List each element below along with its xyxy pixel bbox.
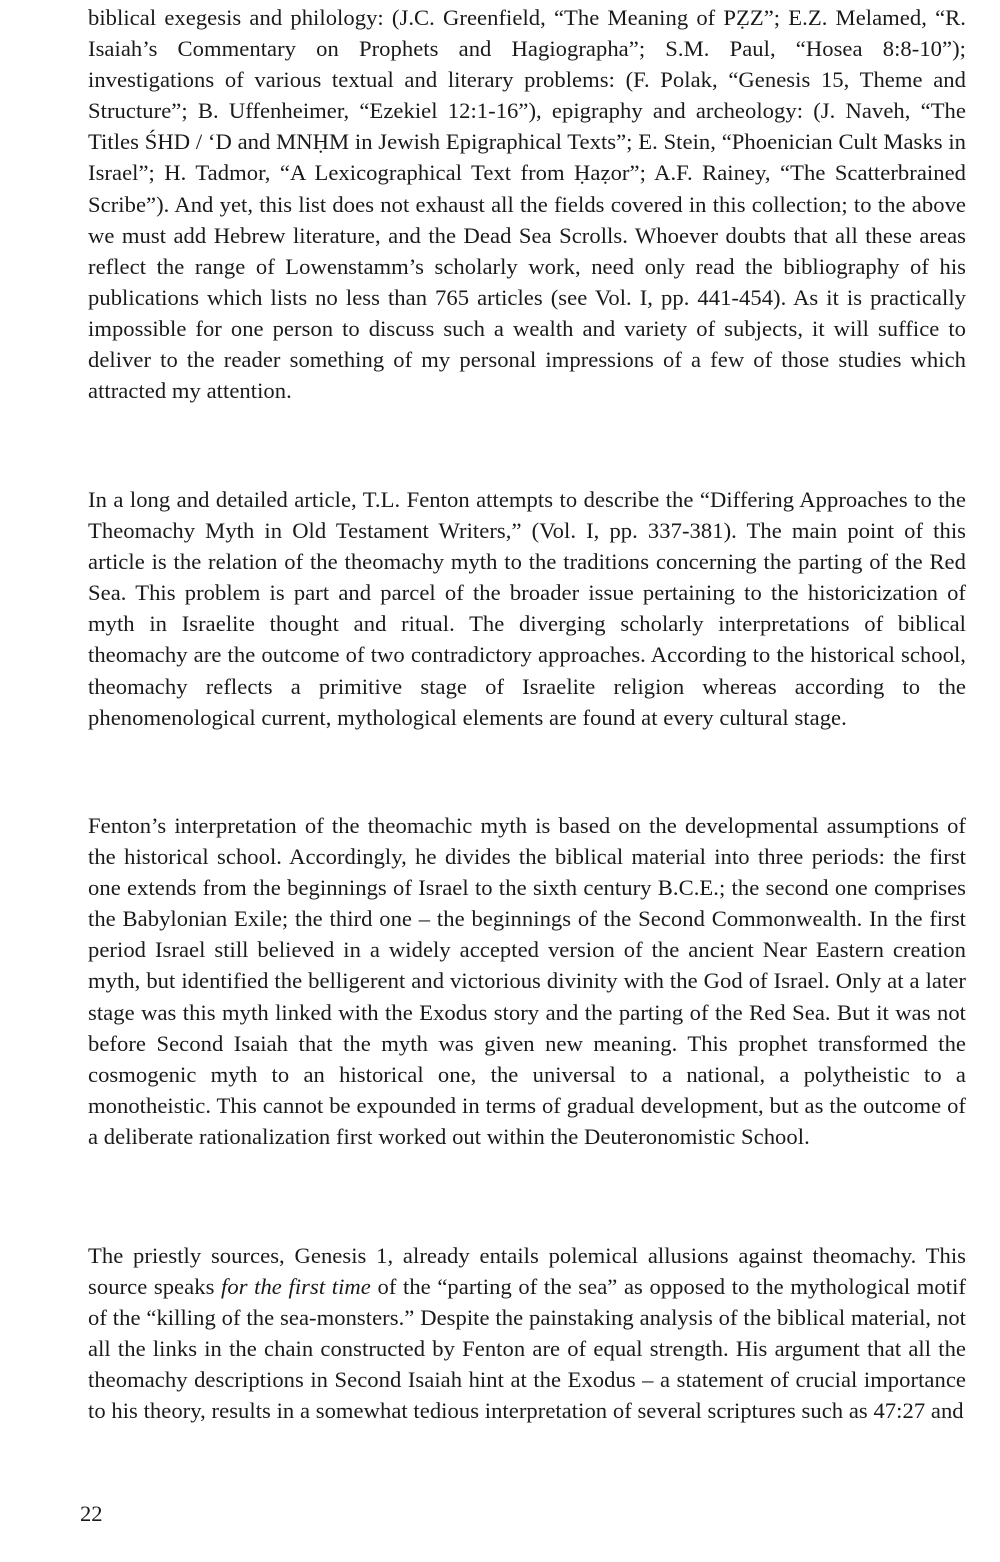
paragraph-reviewed-fields: biblical exegesis and philology: (J.C. Greenfield, “The Meaning of PẒZ”; E.Z. Melamed, “R. Isaiah’s Commentary on Prophets and Hagiographa”; S.M. Paul, “Hosea 8:8-10”); investigations of various textual and literary problems: (F. Polak, “Genesis 15, Theme and Structure”; B. Uffenheimer, “Ezekiel 12:1-16”), epigraphy and archeology: (J. Naveh, “The Titles ŚHD / ‘D and MNḤM in Jewish Epigraphical Texts”; E. Stein, “Phoenician Cult Masks in Israel”; H. Tadmor, “A Lexicographical Text from Ḥaẓor”; A.F. Rainey, “The Scatterbrained Scribe”). And yet, this list does not exhaust all the fields covered in this collection; to the above we must add Hebrew literature, and the Dead Sea Scrolls. Whoever doubts that all these areas reflect the range of Lowenstamm’s scholarly work, need only read the bibliography of his publications which lists no less than 765 articles (see Vol. I, pp. 441-454). As it is practically impossible for one person to discuss such a wealth and variety of subjects, it will suffice to deliver to the reader something of my personal impressions of a few of those studies which attracted my attention.: [88, 5, 966, 404]
paragraph-text-after-emphasis: of the “parting of the sea” as opposed to the mythological motif of the “killing of the sea-monsters.” Despite the painstaking analysis of the biblical material, not all the links in the chain constructed by Fenton are of equal strength. His argument that all the theomachy descriptions in Second Isaiah hint at the Exodus – a statement of crucial importance to his theory, results in a somewhat tedious interpretation of several scriptures such as 47:27 and: [88, 1274, 966, 1424]
paragraph-priestly-sources: [88, 1240, 966, 1427]
paragraph-fenton-interpretation: Fenton’s interpretation of the theomachic myth is based on the developmental assumptions of the historical school. Accordingly, he divides the biblical material into three periods: the first one extends from the beginnings of Israel to the sixth century B.C.E.; the second one comprises the Babylonian Exile; the third one – the beginnings of the Second Commonwealth. In the first period Israel still believed in a widely accepted version of the ancient Near Eastern creation myth, but identified the belligerent and victorious divinity with the God of Israel. Only at a later stage was this myth linked with the Exodus story and the parting of the Red Sea. But it was not before Second Isaiah that the myth was given new meaning. This prophet transformed the cosmogenic myth to an historical one, the universal to a national, a polytheistic to a monotheistic. This cannot be expounded in terms of gradual development, but as the outcome of a deliberate rationalization first worked out within the Deuteronomistic School.: [88, 813, 966, 1149]
paragraph-fenton-article: In a long and detailed article, T.L. Fenton attempts to describe the “Differing Approaches to the Theomachy Myth in Old Testament Writers,” (Vol. I, pp. 337-381). The main point of this article is the relation of the theomachy myth to the traditions concerning the parting of the Red Sea. This problem is part and parcel of the broader issue pertaining to the historicization of myth in Israelite thought and ritual. The diverging scholarly interpretations of biblical theomachy are the outcome of two contradictory approaches. According to the historical school, theomachy reflects a primitive stage of Israelite religion whereas according to the phenomenological current, mythological elements are found at every cultural stage.: [88, 487, 966, 730]
paragraph-text-before-emphasis: The priestly sources, Genesis 1, already entails polemical allusions against theomachy. This source speaks: [88, 1243, 966, 1300]
emphasized-phrase: for the first time: [221, 1274, 371, 1300]
page-number: 22: [80, 1501, 103, 1526]
